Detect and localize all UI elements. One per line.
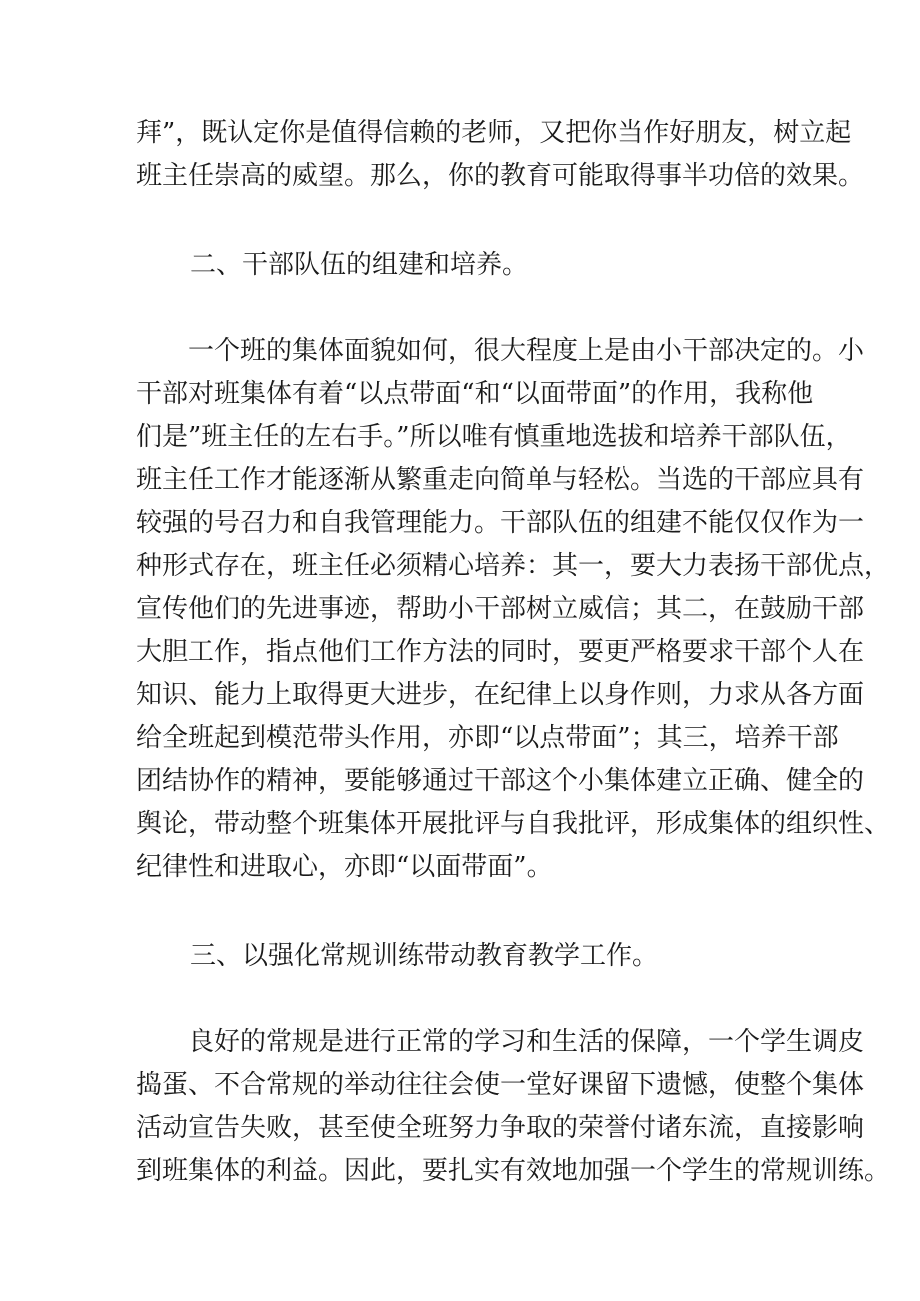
text-line: 纪律性和进取心，亦即“以面带面”。 (136, 852, 553, 882)
text-line: 良好的常规是进行正常的学习和生活的保障，一个学生调皮 (136, 1027, 865, 1057)
text-line: 干部对班集体有着“以点带面“和“以面带面”的作用，我称他 (136, 379, 814, 409)
paragraph-3 (136, 1021, 891, 1193)
text-line: 大胆工作，指点他们工作方法的同时，要更严格要求干部个人在 (136, 637, 865, 667)
text-line: 舆论，带动整个班集体开展批评与自我批评，形成集体的组织性、 (136, 809, 891, 839)
text-line: 活动宣告失败，甚至使全班努力争取的荣誉付诸东流，直接影响 (136, 1113, 865, 1143)
text-line: 到班集体的利益。因此，要扎实有效地加强一个学生的常规训练。 (136, 1156, 891, 1186)
text-line: 一个班的集体面貌如何，很大程度上是由小干部决定的。小 (136, 336, 865, 366)
text-line: 种形式存在，班主任必须精心培养：其一，要大力表扬干部优点， (136, 551, 891, 581)
text-line: 宣传他们的先进事迹，帮助小干部树立威信；其二，在鼓励干部 (136, 594, 865, 624)
paragraph-2 (136, 330, 891, 889)
text-line: 拜”，既认定你是值得信赖的老师，又把你当作好朋友，树立起 (136, 118, 852, 148)
text-line: 捣蛋、不合常规的举动往往会使一堂好课留下遗憾，使整个集体 (136, 1070, 865, 1100)
text-line: 团结协作的精神，要能够通过干部这个小集体建立正确、健全的 (136, 766, 865, 796)
text-line: 班主任崇高的威望。那么，你的教育可能取得事半功倍的效果。 (136, 161, 865, 191)
text-line: 知识、能力上取得更大进步，在纪律上以身作则，力求从各方面 (136, 680, 865, 710)
text-line: 较强的号召力和自我管理能力。干部队伍的组建不能仅仅作为一 (136, 508, 865, 538)
section-heading-3: 三、以强化常规训练带动教育教学工作。 (190, 941, 659, 971)
paragraph-1 (136, 112, 865, 198)
text-line: 给全班起到模范带头作用，亦即“以点带面”；其三，培养干部 (136, 723, 839, 753)
text-line: 班主任工作才能逐渐从繁重走向简单与轻松。当选的干部应具有 (136, 465, 865, 495)
text-line: 们是”班主任的左右手。”所以唯有慎重地选拔和培养干部队伍， (136, 422, 852, 452)
section-heading-2: 二、干部队伍的组建和培养。 (190, 250, 529, 280)
